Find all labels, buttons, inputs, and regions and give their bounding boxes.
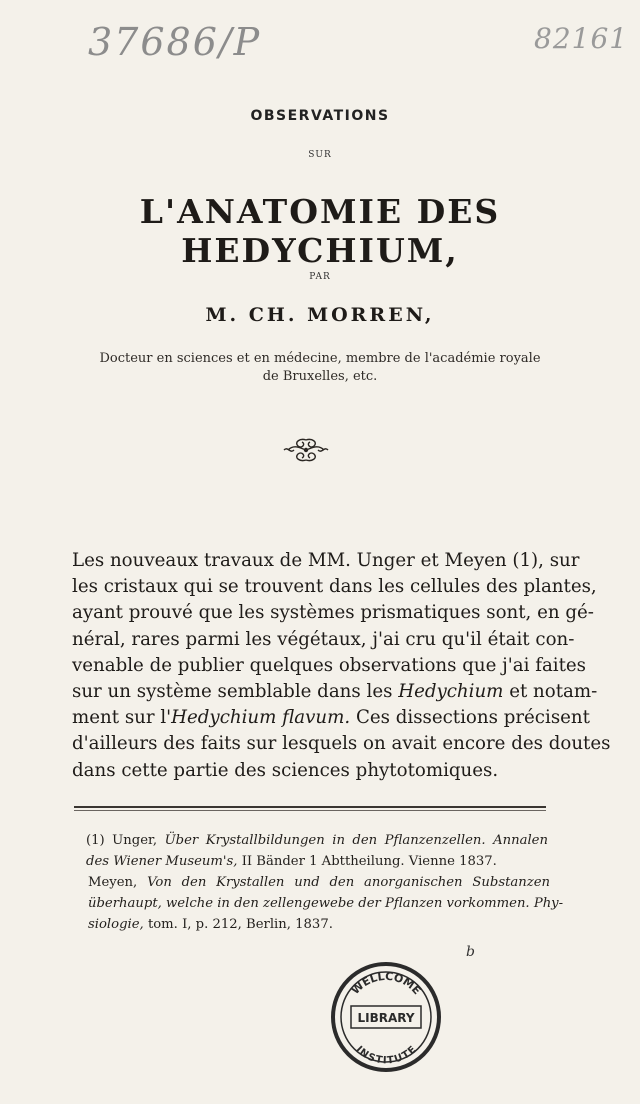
paragraph-line: dans cette partie des sciences phytotomiques. — [72, 759, 499, 781]
italic-species: Hedychium flavum. — [171, 707, 351, 729]
italic-title: Von den Krystallen und den anorganischen Substanzen — [147, 875, 550, 890]
italic-title: des Wiener Museum's, — [86, 854, 238, 869]
title-observations: OBSERVATIONS — [250, 108, 390, 124]
footnote-meyen — [88, 872, 564, 935]
paragraph-line: ayant prouvé que les systèmes prismatiques sont, en gé- — [72, 602, 594, 624]
italic-title: siologie, — [88, 917, 144, 932]
stamp-bottom-text: INSTITUTE — [353, 1044, 419, 1067]
footnote-line — [88, 914, 550, 935]
author-affiliation — [60, 350, 580, 386]
paragraph-line: d'ailleurs des faits sur lesquels on avait encore des doutes — [72, 733, 611, 755]
library-stamp-icon — [329, 960, 443, 1078]
italic-title: Über Krystallbildungen in den Pflanzenzellen. Annalen — [164, 833, 548, 848]
text-run: tom. I, p. 212, Berlin, 1837. — [143, 917, 333, 932]
footnote-rule-thin — [74, 810, 546, 811]
paragraph-line: Les nouveaux travaux de MM. Unger et Meyen (1), sur — [72, 550, 580, 571]
text-run: II Bänder 1 Abttheilung. Vienne 1837. — [237, 854, 497, 869]
main-paragraph — [72, 548, 611, 784]
footnote-unger — [86, 830, 548, 872]
main-title: L'ANATOMIE DES HEDYCHIUM, — [139, 192, 501, 270]
paragraph-line: les cristaux qui se trouvent dans les cellules des plantes, — [72, 576, 597, 598]
text-run: Meyen, — [88, 875, 148, 890]
signature-mark: b — [466, 944, 475, 960]
text-run: (1) Unger, — [86, 833, 165, 848]
footnote-line — [86, 851, 548, 872]
text-run: sur un système semblable dans les — [72, 681, 399, 703]
italic-genus: Hedychium — [398, 681, 504, 703]
handwritten-number: 82161 — [534, 22, 629, 55]
paragraph-line: venable de publier quelques observations que j'ai faites — [72, 654, 587, 676]
text-run: ment sur l' — [72, 707, 172, 729]
footnote-line — [86, 830, 548, 851]
handwritten-shelfmark: 37686/P — [88, 20, 262, 64]
text-run: Ces dissections précisent — [350, 707, 590, 729]
footnote-rule — [74, 806, 546, 808]
paragraph-line: néral, rares parmi les végétaux, j'ai cru qu'il était con- — [72, 628, 575, 650]
affiliation-line-1: Docteur en sciences et en médecine, membre de l'académie royale — [99, 351, 541, 366]
stamp-top-text: WELLCOME — [348, 969, 424, 998]
title-par: PAR — [309, 272, 331, 282]
italic-title: überhaupt, welche in den zellengewebe der Pflanzen vorkommen. Phy- — [88, 896, 564, 911]
paragraph-line — [72, 705, 590, 731]
stamp-center-text: LIBRARY — [357, 1011, 415, 1025]
footnote-line — [88, 872, 550, 893]
fleuron-ornament-icon — [282, 436, 330, 468]
affiliation-line-2: de Bruxelles, etc. — [262, 369, 378, 384]
paragraph-line — [72, 679, 598, 705]
title-sur: SUR — [308, 150, 332, 160]
author-name: M. CH. MORREN, — [205, 304, 435, 326]
footnote-line — [88, 893, 564, 914]
text-run: et notam- — [503, 681, 598, 703]
svg-text:WELLCOME — [349, 970, 424, 997]
